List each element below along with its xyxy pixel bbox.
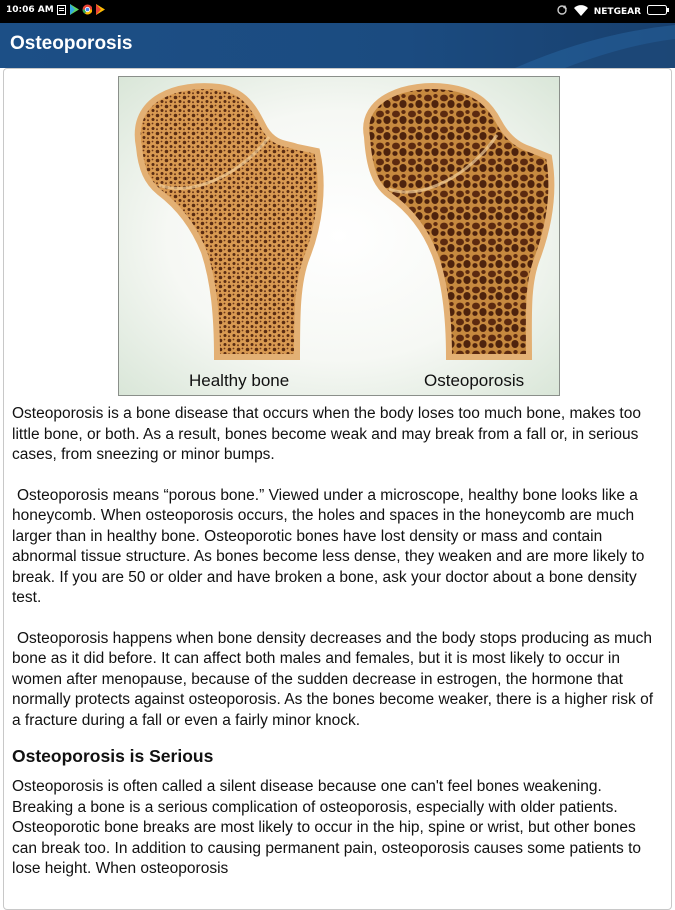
article-body [12,404,662,900]
status-bar [0,0,675,23]
battery-icon [647,5,669,18]
bone-comparison-image [118,76,560,396]
play-store-icon [69,4,79,15]
app-bar [0,23,675,68]
paragraph: Osteoporosis is often called a silent disease because one can't feel bones weakening. Breaking a bone is a serious complication of osteoporosis, especially with older patients. Osteoporotic bone breaks are most likely to occur in the hip, spine or wrist, but other bones can break too. In addition to causing permanent pain, osteoporosis causes some patients to lose height. When osteoporosis [12,778,641,877]
page-title: Osteoporosis [10,33,133,54]
network-name: NETGEAR [593,6,641,17]
wifi-icon [574,5,588,19]
header-swoosh-decoration [475,23,675,68]
healthy-bone-caption: Healthy bone [189,371,290,390]
chrome-icon [82,4,92,15]
play-store-icon [95,4,105,15]
sync-icon [556,4,568,19]
bone-illustration [119,77,559,395]
healthy-bone-graphic [138,86,321,357]
status-right [556,4,669,19]
notification-icons [56,4,105,15]
paragraph: Osteoporosis means “porous bone.” Viewed under a microscope, healthy bone looks like a honeycomb. When osteoporosis occurs, the holes and spaces in the honeycomb are much larger than in healthy bone. Osteoporotic bones have lost density or mass and contain abnormal tissue structure. As bones become less dense, they weaken and are more likely to break. If you are 50 or older and have broken a bone, ask your doctor about a bone density test. [12,486,645,606]
status-time: 10:06 AM [6,5,54,15]
section-heading: Osteoporosis is Serious [12,746,214,766]
osteoporosis-caption: Osteoporosis [424,371,525,390]
notification-icon [56,4,66,15]
osteoporotic-bone-graphic [366,86,551,357]
paragraph: Osteoporosis is a bone disease that occurs when the body loses too much bone, makes too little bone, or both. As a result, bones become weak and may break from a fall or, in serious cases, from sneezing or minor bumps. [12,405,641,463]
paragraph: Osteoporosis happens when bone density decreases and the body stops producing as much bone as it did before. It can affect both males and females, but it is most likely to occur in women after menopause, because of the sudden decrease in estrogen, the hormone that normally protects against osteoporosis. As the bones become weaker, there is a higher risk of a fracture during a fall or even a fairly minor knock. [12,629,654,729]
